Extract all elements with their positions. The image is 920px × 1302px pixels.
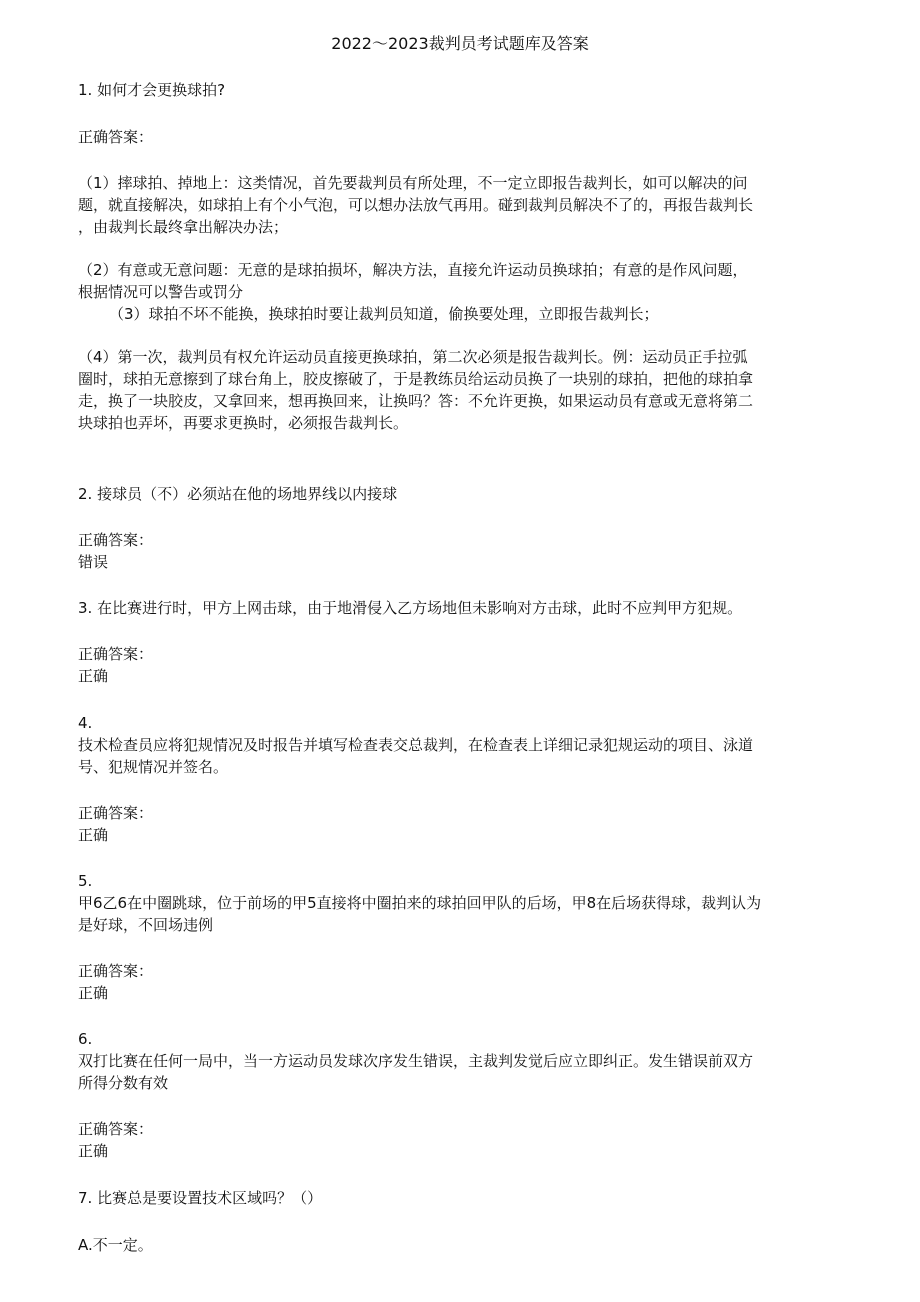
answer-label-6: 正确答案： — [78, 1120, 154, 1138]
question-5-line-1: 甲6乙6在中圈跳球，位于前场的甲5直接将中圈拍来的球拍回甲队的后场，甲8在后场获得球，裁判认为 — [78, 894, 762, 912]
answer-1-paragraph-3: （3）球拍不坏不能换，换球拍时要让裁判员知道，偷换要处理，立即报告裁判长； — [109, 305, 659, 323]
answer-3: 正确 — [78, 667, 109, 685]
question-4-line-2: 号、犯规情况并签名。 — [78, 758, 229, 776]
question-6-number: 6. — [78, 1030, 93, 1048]
answer-1-paragraph-4-line-1: （4）第一次，裁判员有权允许运动员直接更换球拍，第二次必须是报告裁判长。例：运动员正手拉弧 — [78, 348, 748, 366]
question-7: 7. 比赛总是要设置技术区域吗？（） — [78, 1189, 323, 1207]
question-1: 1. 如何才会更换球拍? — [78, 81, 226, 99]
answer-1-paragraph-4-line-2: 圈时，球拍无意擦到了球台角上，胶皮擦破了，于是教练员给运动员换了一块别的球拍，把他的球拍拿 — [78, 370, 754, 388]
answer-5: 正确 — [78, 984, 109, 1002]
question-6-line-1: 双打比赛在任何一局中，当一方运动员发球次序发生错误，主裁判发觉后应立即纠正。发生错误前双方 — [78, 1052, 754, 1070]
question-3: 3. 在比赛进行时，甲方上网击球，由于地滑侵入乙方场地但未影响对方击球，此时不应判甲方犯规。 — [78, 599, 743, 617]
answer-1-paragraph-4-line-4: 块球拍也弄坏，再要求更换时，必须报告裁判长。 — [78, 414, 409, 432]
answer-label-4: 正确答案： — [78, 804, 154, 822]
question-5-line-2: 是好球，不回场违例 — [78, 916, 214, 934]
question-6-line-2: 所得分数有效 — [78, 1074, 169, 1092]
question-7-option-a: A.不一定。 — [78, 1236, 153, 1254]
answer-label-5: 正确答案： — [78, 962, 154, 980]
answer-label-3: 正确答案： — [78, 645, 154, 663]
question-2: 2. 接球员（不）必须站在他的场地界线以内接球 — [78, 485, 398, 503]
answer-label-2: 正确答案： — [78, 531, 154, 549]
question-4-number: 4. — [78, 714, 93, 732]
answer-label-1: 正确答案： — [78, 128, 154, 146]
answer-2: 错误 — [78, 553, 109, 571]
answer-1-paragraph-1-line-1: （1）摔球拍、掉地上：这类情况，首先要裁判员有所处理，不一定立即报告裁判长，如可以解决的问 — [78, 174, 748, 192]
answer-1-paragraph-2-line-2: 根据情况可以警告或罚分 — [78, 283, 244, 301]
answer-1-paragraph-1-line-3: ，由裁判长最终拿出解决办法； — [78, 218, 289, 236]
answer-6: 正确 — [78, 1142, 109, 1160]
answer-4: 正确 — [78, 826, 109, 844]
question-4-line-1: 技术检查员应将犯规情况及时报告并填写检查表交总裁判，在检查表上详细记录犯规运动的项目、泳道 — [78, 736, 754, 754]
answer-1-paragraph-2-line-1: （2）有意或无意问题：无意的是球拍损坏，解决方法，直接允许运动员换球拍；有意的是作风问题， — [78, 261, 748, 279]
answer-1-paragraph-4-line-3: 走，换了一块胶皮，又拿回来，想再换回来，让换吗？答：不允许更换，如果运动员有意或无意将第二 — [78, 392, 754, 410]
page-title: 2022～2023裁判员考试题库及答案 — [331, 34, 589, 53]
question-5-number: 5. — [78, 872, 93, 890]
answer-1-paragraph-1-line-2: 题，就直接解决，如球拍上有个小气泡，可以想办法放气再用。碰到裁判员解决不了的，再报告裁判长 — [78, 196, 754, 214]
